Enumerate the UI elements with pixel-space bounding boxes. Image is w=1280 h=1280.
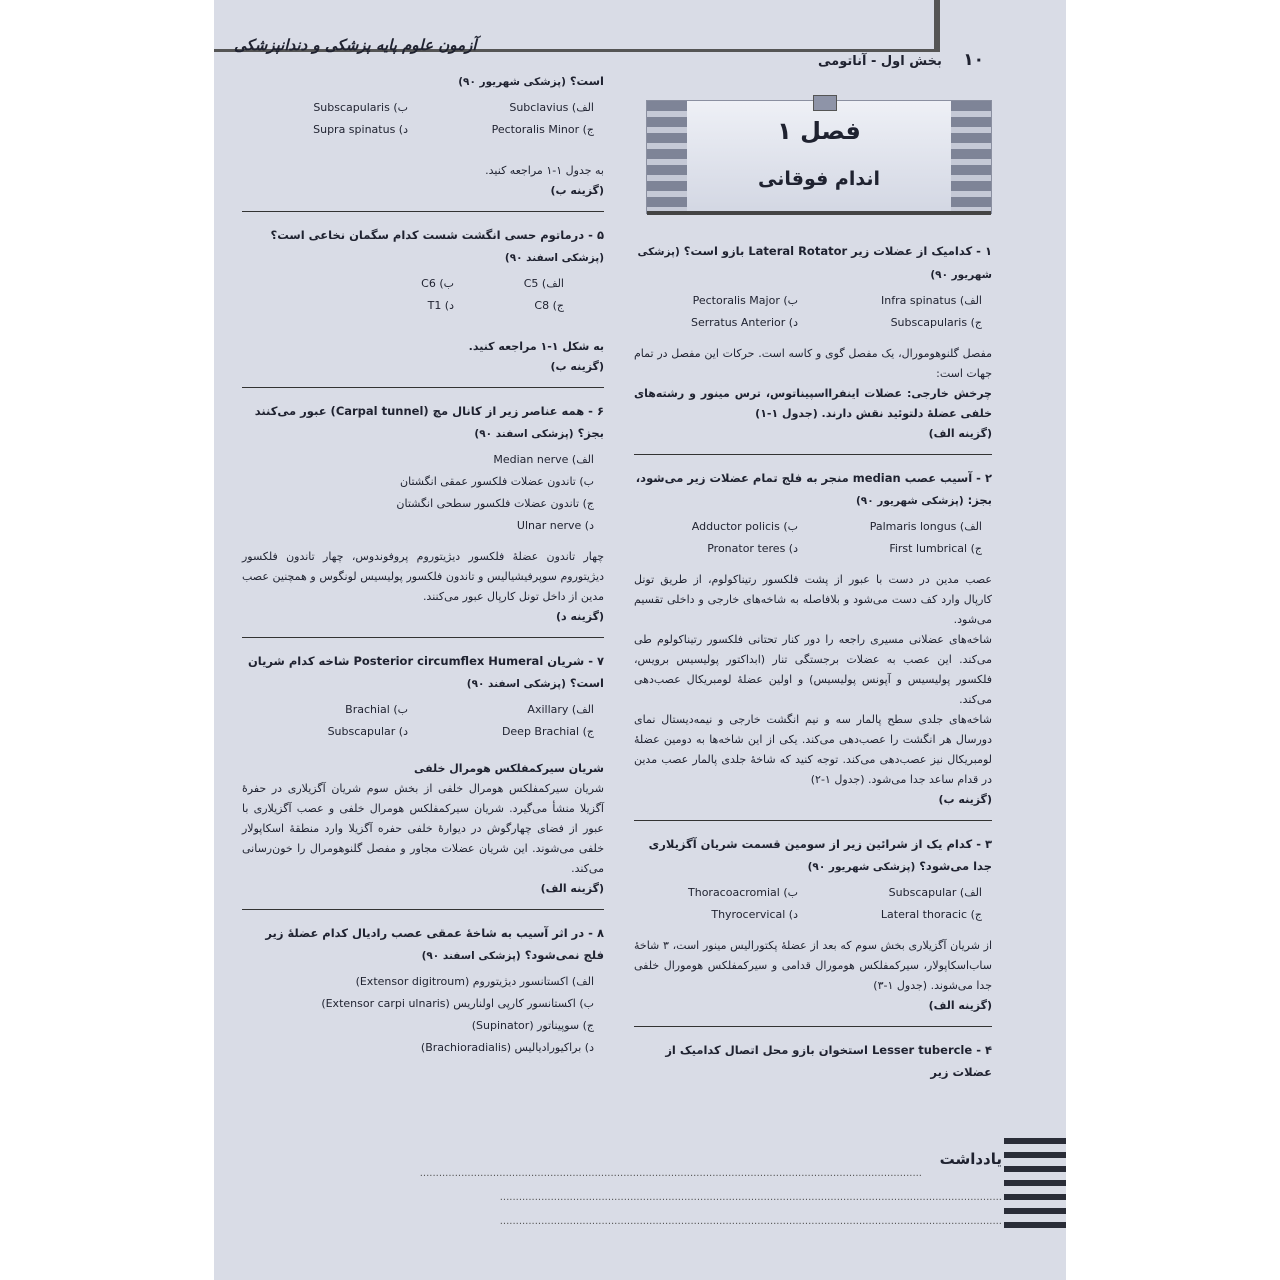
option: د) Pronator teres [707,542,798,555]
question-2 [634,467,992,810]
notes-line: .............................................................................................................................................................. [499,1192,1002,1203]
option: الف) Infra spinatus [881,294,982,307]
question-text: ۴ - Lesser tubercle استخوان بازو محل اتصال کدامیک از عضلات زیر [665,1043,992,1079]
separator [634,454,992,455]
question-text: ۶ - همه عناصر زیر از کانال مچ (Carpal tunnel) عبور می‌کنند بجز؟ [254,404,604,440]
option: د) براکیورادیالیس (Brachioradialis) [420,1041,594,1054]
explanation [242,759,604,899]
question-3 [634,833,992,1016]
option: ب) تاندون عضلات فلکسور عمقی انگشتان [400,475,594,488]
answer: (گزینه الف) [928,999,992,1012]
answer: (گزینه ب) [550,184,604,197]
answer: (گزینه الف) [540,882,604,895]
option: د) Subscapular [327,725,408,738]
explanation-para: چرخش خارجی: عضلات اینفرااسپیناتوس، ترس مینور و رشته‌های خلفی عضلهٔ دلتوئید نقش دارند. (جدول ۱-۱) [634,387,992,420]
option: ج) Pectoralis Minor [491,123,594,136]
option: د) Ulnar nerve [516,519,594,532]
option: الف) Axillary [527,703,594,716]
option: ج) C8 [534,299,564,312]
right-column [634,96,992,1083]
explanation-para: شاخه‌های عضلانی مسیری راجعه را دور کنار تحتانی فلکسور رتیناکولوم طی می‌کند. این عصب به عضلات برجستگی تنار (ابداکتور پولیسیس برویس، فلکسور پولیسیس و آپونس پولیسیس) و اولین عضلهٔ لومبریکال عصب‌دهی می‌کند. [634,633,992,706]
options [364,273,604,317]
option: ج) Subscapularis [890,316,982,329]
question-text: ۸ - در اثر آسیب به شاخهٔ عمقی عصب رادیال کدام عضلهٔ زیر فلج نمی‌شود؟ [265,926,604,962]
corner-stripes [1004,1138,1066,1228]
chapter-name: اندام فوقانی [758,168,880,190]
option: الف) Subscapular [888,886,982,899]
option: د) T1 [427,299,454,312]
book-page [214,0,1066,1280]
option: الف) Median nerve [493,453,594,466]
chapter-square-icon [813,95,837,111]
question-7 [242,650,604,899]
chapter-number: فصل ۱ [777,117,861,145]
page-number: ۱۰ [963,50,984,70]
question-1 [634,240,992,444]
answer: (گزینه ب) [550,360,604,373]
explanation [242,161,604,201]
question-8 [242,922,604,1059]
chapter-title-box [634,96,992,214]
option: ج) First lumbrical [889,542,982,555]
option: ج) Deep Brachial [501,725,594,738]
book-title: آزمون علوم پایه پزشکی و دندانپزشکی [234,36,477,54]
notes-line: .............................................................................................................................................................. [419,1168,922,1179]
section-title: بخش اول - آناتومی [818,54,942,69]
option: ج) تاندون عضلات فلکسور سطحی انگشتان [396,497,594,510]
option: ب) Adductor policis [691,520,798,533]
option: ب) Subscapularis [313,101,408,114]
option: الف) Palmaris longus [869,520,982,533]
options [242,971,604,1059]
question-source: (پزشکی شهریور ۹۰) [855,495,964,507]
question-text: ۱ - کدامیک از عضلات زیر Lateral Rotator بازو است؟ [683,244,992,258]
question-4-cont [242,70,604,201]
separator [634,1026,992,1027]
answer: (گزینه ب) [938,793,992,806]
separator [242,637,604,638]
question-source: (پزشکی شهریور ۹۰) [807,861,916,873]
explanation-para: عصب مدین در دست با عبور از پشت فلکسور رتیناکولوم، از طریق تونل کارپال وارد کف دست می‌شود و بلافاصله به شاخه‌های خارجی و داخلی تقسیم می‌شود. [634,573,992,626]
question-5 [242,224,604,377]
explanation [242,547,604,627]
option: ب) C6 [421,277,454,290]
separator [242,909,604,910]
option: ج) Lateral thoracic [880,908,982,921]
answer: (گزینه الف) [928,427,992,440]
explanation-para: شاخه‌های جلدی سطح پالمار سه و نیم انگشت خارجی و نیمه‌دیستال نمای دورسال هر انگشت را عصب‌دهی می‌کند. یکی از این شاخه‌ها به دومین عضلهٔ لومبریکال نیز عصب‌دهی می‌کند. توجه کنید که شاخهٔ جلدی پالمار عصب مدین در قدام ساعد جدا می‌شود. (جدول ۱-۲) [634,713,992,786]
question-text: ۳ - کدام یک از شرائین زیر از سومین قسمت شریان آگزیلاری جدا می‌شود؟ [648,837,992,873]
notes-line: .............................................................................................................................................................. [499,1216,1002,1227]
explanation-para: چهار تاندون عضلهٔ فلکسور دیژیتوروم پروفوندوس، چهار تاندون فلکسور دیژیتوروم سوپرفیشیالیس و تاندون فلکسور پولیسیس لونگوس و همچنین عصب مدین از داخل تونل کارپال عبور می‌کنند. [242,550,604,603]
question-4 [634,1039,992,1083]
option: د) Thyrocervical [711,908,798,921]
chapter-deco-right [951,101,991,213]
question-text: ۷ - شریان Posterior circumflex Humeral شاخه کدام شریان است؟ [247,654,604,690]
question-source: (پزشکی اسفند ۹۰) [466,678,566,690]
options [242,449,604,537]
option: د) Supra spinatus [313,123,408,136]
explanation-para: شریان سیرکمفلکس هومرال خلفی از بخش سوم شریان آگزیلاری در حفرهٔ آگزیلا منشأ می‌گیرد. شریان سیرکمفلکس هومرال خلفی و عصب آگزیلاری با عبور از فضای چهارگوش در دیوارهٔ خلفی حفره آگزیلا وارد منطقهٔ اسکاپولار خلفی می‌شوند. این شریان عضلات مجاور و مفصل گلنوهومرال را خون‌رسانی می‌کند. [242,782,604,875]
question-text: ۲ - آسیب عصب median منجر به فلج تمام عضلات زیر می‌شود، بجز: [635,471,992,507]
options [242,97,604,141]
explanation-para: مفصل گلنوهومورال، یک مفصل گوی و کاسه است. حرکات این مفصل در تمام جهات است: [634,347,992,380]
question-6 [242,400,604,627]
question-text: ۵ - درماتوم حسی انگشت شست کدام سگمان نخاعی است؟ [270,228,604,242]
option: ب) Brachial [345,703,408,716]
option: د) Serratus Anterior [691,316,798,329]
chapter-deco-left [647,101,687,213]
explanation-para: به جدول ۱-۱ مراجعه کنید. [485,164,604,177]
explanation [634,344,992,444]
explanation [634,570,992,810]
question-source: (پزشکی شهریور ۹۰) [458,76,566,88]
explanation-para: به شکل ۱-۱ مراجعه کنید. [468,340,604,353]
question-source: (پزشکی شهریور ۹۰) [637,246,992,281]
explanation [242,337,604,377]
left-column [242,70,604,1063]
explanation-subtitle: شریان سیرکمفلکس هومرال خلفی [413,762,604,775]
option: ب) Thoracoacromial [688,886,798,899]
explanation-para: از شریان آگزیلاری بخش سوم که بعد از عضلهٔ پکتورالیس مینور است، ۳ شاخهٔ ساب‌اسکاپولار، سیرکمفلکس هومورال قدامی و سیرکمفلکس هومورال خلفی جدا می‌شوند. (جدول ۱-۳) [634,939,993,992]
question-text: است؟ [569,74,604,88]
notes-title: یادداشت [939,1150,1002,1168]
separator [634,820,992,821]
options [634,290,992,334]
answer: (گزینه د) [555,610,604,623]
option: الف) Subclavius [509,101,594,114]
options [634,882,992,926]
question-source: (پزشکی اسفند ۹۰) [474,428,574,440]
question-source: (پزشکی اسفند ۹۰) [421,950,521,962]
options [242,699,604,743]
option: ج) سوپیناتور (Supinator) [471,1019,594,1032]
option: ب) اکستانسور کارپی اولناریس (Extensor carpi ulnaris) [321,997,594,1010]
header-vertical-bar [934,0,940,52]
explanation [634,936,992,1016]
option: ب) Pectoralis Major [692,294,798,307]
option: الف) C5 [523,277,564,290]
separator [242,211,604,212]
option: الف) اکستانسور دیژیتوروم (Extensor digitroum) [355,975,594,988]
options [634,516,992,560]
question-source: (پزشکی اسفند ۹۰) [504,252,604,264]
separator [242,387,604,388]
